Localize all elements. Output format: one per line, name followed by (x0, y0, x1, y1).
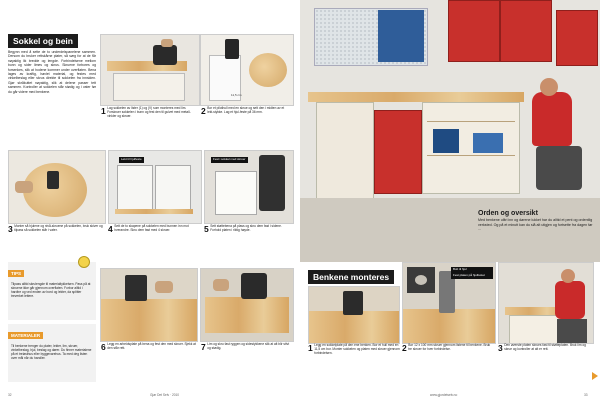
step-7-photo (200, 268, 294, 342)
bench-step-3-caption (498, 344, 592, 352)
step-4-number: 4 (108, 224, 113, 234)
bench-step-3-number: 3 (498, 343, 503, 353)
bench-step-1-caption (308, 344, 400, 356)
hero-title: Orden og oversikt (478, 210, 538, 217)
callout-label-d: Fest platen på hjulfestet (451, 273, 493, 279)
bench-left (316, 102, 374, 200)
step-1-number: 1 (101, 106, 106, 116)
lightbulb-icon (78, 256, 90, 268)
step-1-photo (100, 34, 200, 106)
dimension-label: 11,5 cm (231, 93, 242, 97)
intro-text: Begynn med å sette de to underdelspanelene sammen. Dersom du bruker rettskårne plater, så sørg for at de får nøyaktig lik bredde og lengde. Forbindelsene mellom bunn og sider limes og skrus. Skruene forbores og forsenkes, slik at hodene kommer under overflaten. Bena lages av kraftig, høvlet material, og festes med vinkelbeslag eller skrus direkte til sokkelen fra innsiden. Gjør skråkuttet nøyaktig, slik at delene passer tett sammen. Kontroller at sokkelen står stødig og i vater før du går videre med benkene. (8, 50, 96, 94)
footer-magazine: Gjør Det Selv · 2010 (150, 393, 180, 397)
step-7-text: Lim og skru fast ryggen og sidestykkene slik at alt blir stivt og stødig. (207, 342, 290, 350)
step-2-text: Bor et pilothull med en skrue og sett den i midten av et lekt-stykke. Lag et hjul-feste på 36 mm. (207, 106, 285, 114)
step-2-number: 2 (201, 106, 206, 116)
step-6-text: Legg en arbeidsplate på bena og fest den med skruer. Sjekk at den står rett. (107, 342, 196, 350)
step-3-text: Monter så hjulene og nivå-skruene på sokkelen, bruk skiver og tilpass så sokkelen står i vater. (14, 224, 103, 232)
step-5-caption (204, 225, 292, 233)
materials-body: Til benkene trenger du plater, lekter, lim, skruer, vinkelbeslag, hjul, beslag og dører. Du finner materialene på et trelasthus eller byggevarehus. Ta med deg listen over mål når du handler. (11, 344, 92, 360)
bench-step-1-photo (308, 286, 400, 344)
bench-shelves (422, 102, 520, 194)
next-page-arrow-icon (592, 372, 598, 380)
bench-step-2-caption (402, 344, 494, 352)
step-2-photo (200, 34, 294, 106)
page-number-left: 32 (8, 393, 12, 397)
step-6-caption (101, 343, 196, 351)
wall-cabinet-3 (556, 10, 598, 66)
inset-photo (407, 267, 435, 293)
bench-step-2-number: 2 (402, 343, 407, 353)
benches-title: Benkene monteres (308, 270, 394, 284)
step-5-photo (204, 150, 294, 224)
hero-photo (300, 0, 600, 262)
step-6-photo (100, 268, 198, 342)
tips-body: Tilpass alltid skrulengde til materialtykkelsen. Pass på at skruene ikke går gjennom overflaten. Forbor alltid i hardtre og ved enden av bord og lekter, da splitter treverket lettere. (11, 282, 91, 298)
callout-label-c: Bolt til hjul (451, 267, 493, 273)
worker-legs (536, 146, 582, 190)
right-page (300, 0, 600, 400)
bench-door (374, 110, 422, 194)
tool-wall (378, 10, 424, 62)
step-6-number: 6 (101, 342, 106, 352)
worker-head (540, 78, 558, 96)
materials-title: MATERIALER (8, 332, 43, 339)
bench-step-2-text: Bor 12 x 100 mm skruer gjennom listene til benkene. Bruk tre skruer for hver forbindelse. (408, 343, 491, 351)
callout-label-a: Lekt til hjulfeste (121, 157, 142, 161)
wall-cabinet-1 (448, 0, 500, 62)
bench-step-1-number: 1 (308, 343, 313, 353)
step-7-caption (201, 343, 292, 351)
step-4-text: Sett de to skapene på sokkelen med bunnen inn mot hverandre. Skru dem fast med 4 skruer. (114, 224, 189, 232)
workbench-top (308, 92, 524, 102)
bench-step-3-text: Den øverste platen skrues fast til støtteplaten. Bruk lim og skrue og kontroller at alt er rett. (504, 343, 586, 351)
bench-step-2-photo (402, 262, 496, 344)
hero-text: Med benkene ulltri inn og dørene lukket har du alltid et pent og ordentlig verksted. Og på et minutt kan du slå alt utigjen og fortsette fra dagen før ... (478, 218, 593, 232)
page-number-right: 33 (584, 393, 588, 397)
materials-box (8, 324, 96, 382)
tips-title: TIPS (8, 270, 24, 277)
step-3-number: 3 (8, 224, 13, 234)
callout-label-b: Fest i sokkel med skruer (213, 157, 246, 161)
step-2-caption (201, 107, 291, 115)
bench-step-1-text: Legg en sokkelplate på den ene benken. Bor et hull med en 11,5 cm bor. Monter sokkelen og platen med skruer gjennom forbindelsen. (314, 343, 400, 355)
step-3-photo (8, 150, 106, 224)
bench-step-3-photo (498, 262, 594, 344)
step-1-caption (101, 107, 197, 119)
section-title: Sokkel og bein (8, 34, 78, 48)
step-5-text: Sett støttebena på plass og skru dem fast i sidene. Forhold platen i riktig høyde. (210, 224, 282, 232)
wall-cabinet-2 (500, 0, 552, 62)
hero-text-block (478, 210, 596, 232)
step-7-number: 7 (201, 342, 206, 352)
step-4-photo (108, 150, 202, 224)
step-1-text: Lag sokkelen av lister (1) og (V) som monteres med lim. Forskruer sokkelen i bunn og fest den til gulvet med metall-vinkler og skruer. (107, 106, 191, 118)
step-4-caption (108, 225, 200, 233)
tips-box (8, 262, 96, 320)
step-5-number: 5 (204, 224, 209, 234)
footer-site: www.gjordetselv.no (430, 393, 458, 397)
step-3-caption (8, 225, 104, 233)
worker-shirt (532, 92, 572, 146)
